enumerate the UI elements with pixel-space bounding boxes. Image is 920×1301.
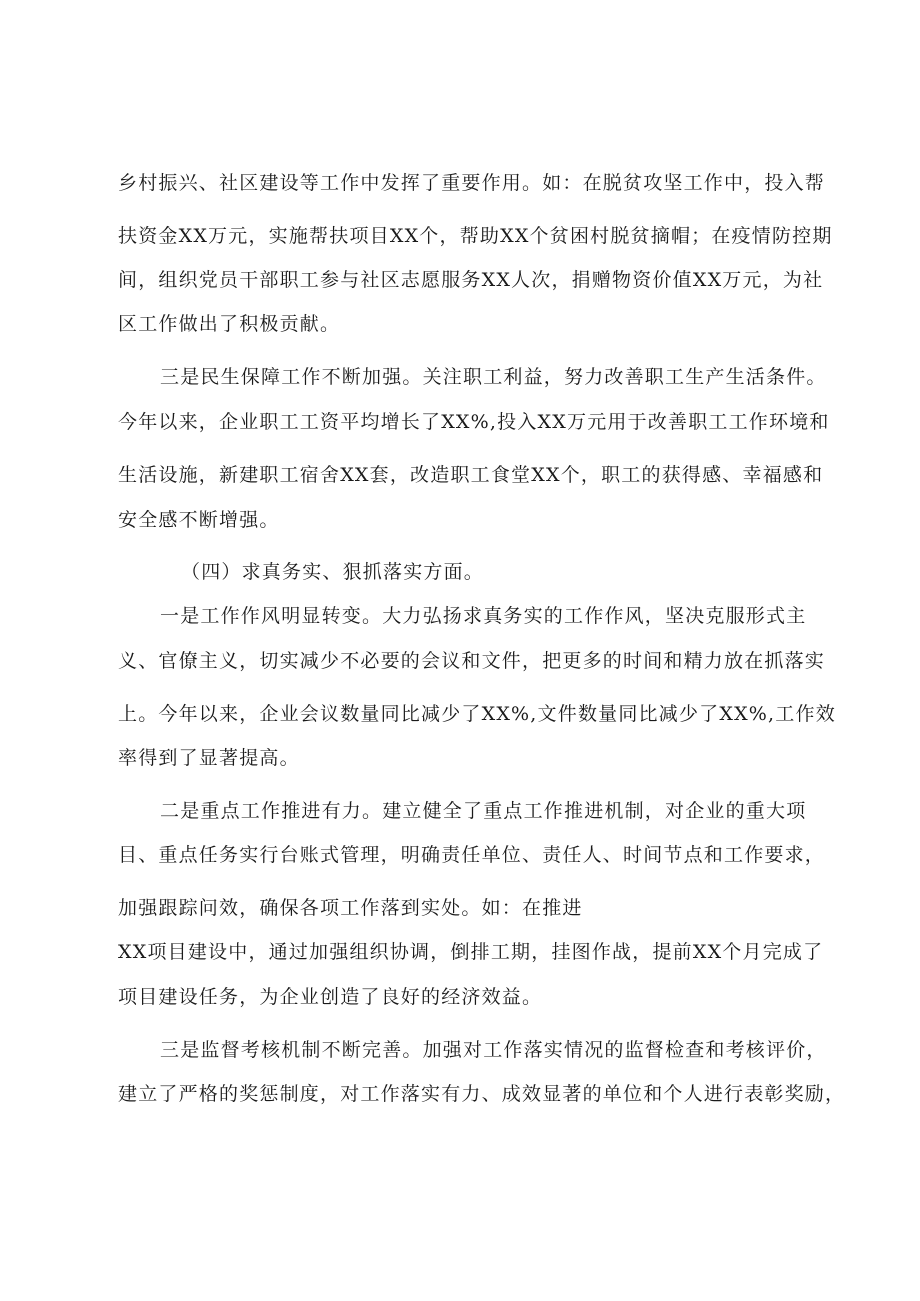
text-line: 间，组织党员干部职工参与社区志愿服务XX人次，捐赠物资价值XX万元，为社 xyxy=(118,269,824,291)
text-line: 上。今年以来，企业会议数量同比减少了XX%,文件数量同比减少了XX%,工作效 xyxy=(118,703,836,725)
text-line: 安全感不断增强。 xyxy=(118,509,280,531)
text-line: 生活设施，新建职工宿舍XX套，改造职工食堂XX个，职工的获得感、幸福感和 xyxy=(118,464,824,486)
paragraph-first-line: 三是监督考核机制不断完善。加强对工作落实情况的监督检查和考核评价， xyxy=(160,1039,827,1061)
text-line: 区工作做出了积极贡献。 xyxy=(118,313,341,335)
paragraph-first-line: 三是民生保障工作不断加强。关注职工利益，努力改善职工生产生活条件。 xyxy=(160,366,827,388)
text-line: 加强跟踪问效，确保各项工作落到实处。如：在推进 xyxy=(118,897,583,919)
text-line: XX项目建设中，通过加强组织协调，倒排工期，挂图作战，提前XX个月完成了 xyxy=(118,941,824,963)
text-line: 项目建设任务，为企业创造了良好的经济效益。 xyxy=(118,986,543,1008)
text-line: 乡村振兴、社区建设等工作中发挥了重要作用。如：在脱贫攻坚工作中，投入帮 xyxy=(118,172,826,194)
text-line: 扶资金XX万元，实施帮扶项目XX个，帮助XX个贫困村脱贫摘帽；在疫情防控期 xyxy=(118,225,833,247)
text-line: 今年以来，企业职工工资平均增长了XX%,投入XX万元用于改善职工工作环境和 xyxy=(118,411,830,433)
text-line: 建立了严格的奖惩制度，对工作落实有力、成效显著的单位和个人进行表彰奖励， xyxy=(118,1083,846,1105)
section-heading: （四）求真务实、狠抓落实方面。 xyxy=(181,561,485,583)
text-line: 率得到了显著提高。 xyxy=(118,747,300,769)
paragraph-first-line: 二是重点工作推进有力。建立健全了重点工作推进机制，对企业的重大项 xyxy=(160,800,807,822)
text-line: 义、官僚主义，切实减少不必要的会议和文件，把更多的时间和精力放在抓落实 xyxy=(118,650,826,672)
paragraph-first-line: 一是工作作风明显转变。大力弘扬求真务实的工作作风，坚决克服形式主 xyxy=(160,605,807,627)
text-line: 目、重点任务实行台账式管理，明确责任单位、责任人、时间节点和工作要求， xyxy=(118,844,826,866)
